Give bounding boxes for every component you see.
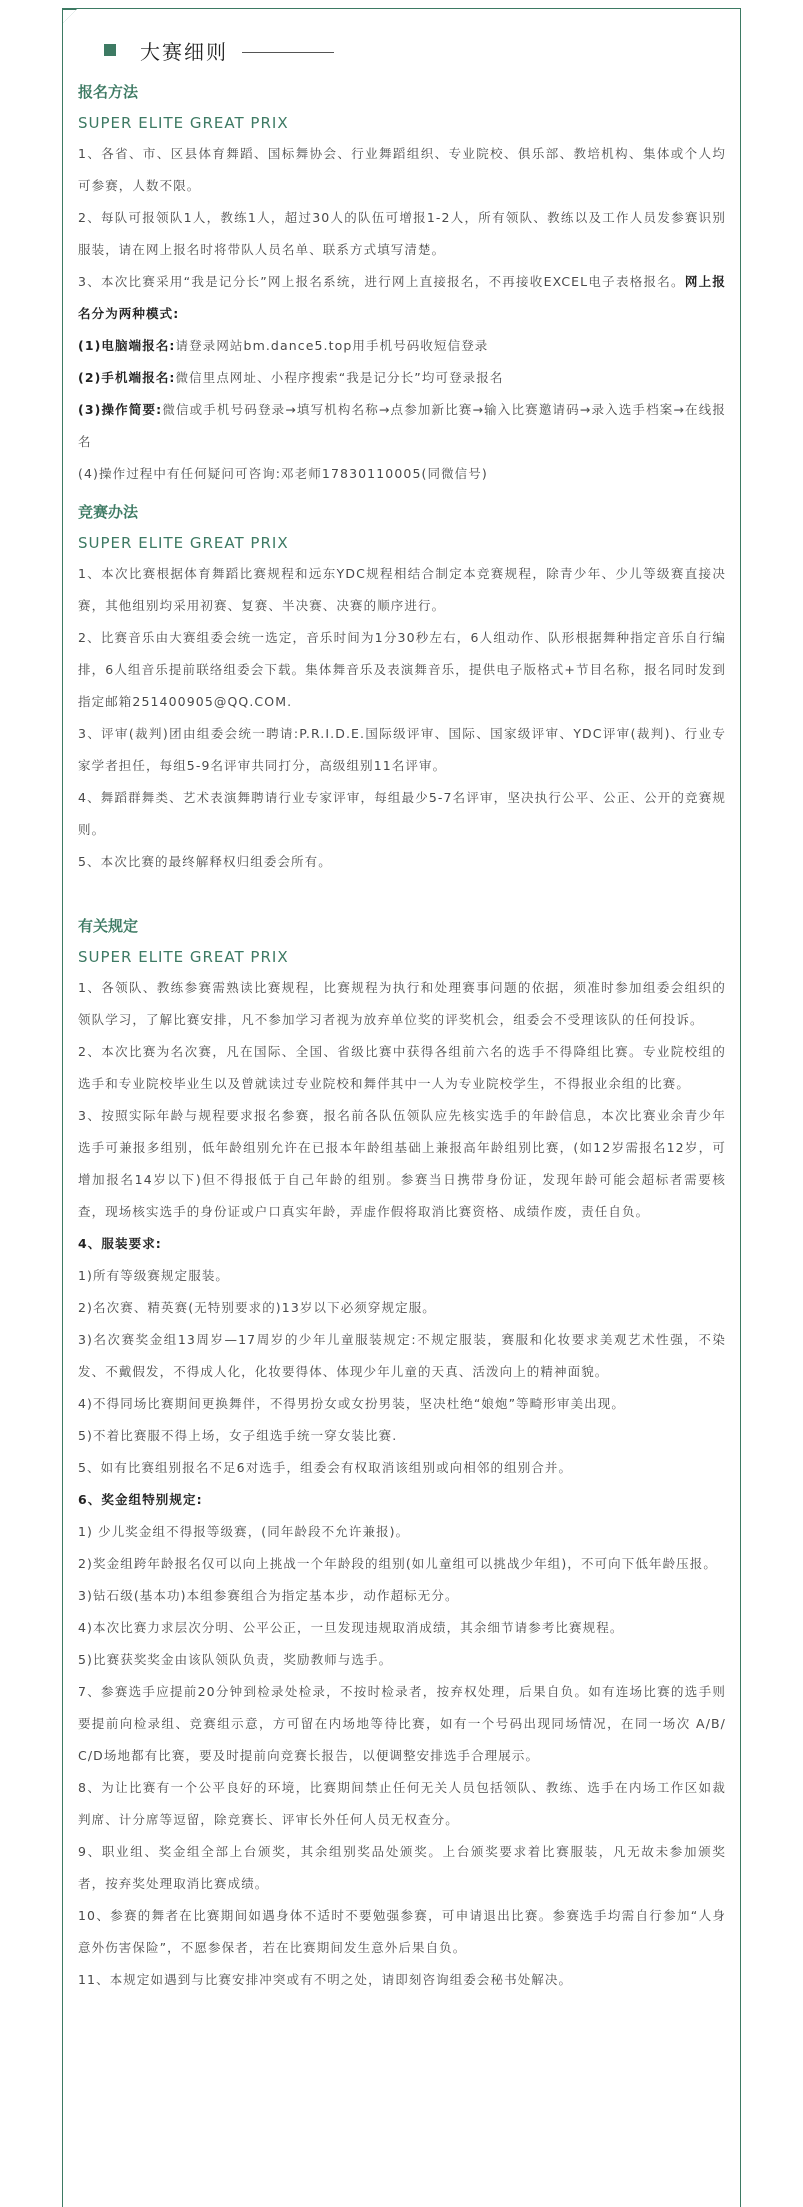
paragraph-text: 8、为让比赛有一个公平良好的环境，比赛期间禁止任何无关人员包括领队、教练、选手在内场工作区如裁判席、计分席等逗留，除竞赛长、评审长外任何人员无权查分。 (78, 1780, 726, 1827)
paragraph-text: 3)名次赛奖金组13周岁—17周岁的少年儿童服装规定:不规定服装，赛服和化妆要求美观艺术性强，不染发、不戴假发，不得成人化，化妆要得体、体现少年儿童的天真、活泼向上的精神面貌。 (78, 1332, 726, 1379)
paragraph-bold: 6、奖金组特别规定: (78, 1492, 203, 1507)
paragraph (78, 782, 726, 846)
paragraph-text: 5、如有比赛组别报名不足6对选手，组委会有权取消该组别或向相邻的组别合并。 (78, 1460, 573, 1475)
paragraph (78, 1260, 726, 1292)
paragraph (78, 1516, 726, 1548)
paragraph (78, 1100, 726, 1228)
paragraph-text: 2、本次比赛为名次赛，凡在国际、全国、省级比赛中获得各组前六名的选手不得降组比赛。专业院校组的选手和专业院校毕业生以及曾就读过专业院校和舞伴其中一人为专业院校学生，不得报业余组的比赛。 (78, 1044, 726, 1091)
paragraph-text: 2、每队可报领队1人，教练1人，超过30人的队伍可增报1-2人，所有领队、教练以及工作人员发参赛识别服装，请在网上报名时将带队人员名单、联系方式填写清楚。 (78, 210, 726, 257)
paragraph (78, 558, 726, 622)
paragraph-text: 2、比赛音乐由大赛组委会统一选定，音乐时间为1分30秒左右，6人组动作、队形根据舞种指定音乐自行编排，6人组音乐提前联络组委会下载。集体舞音乐及表演舞音乐，提供电子版格式+节目名称，报名同时发到指定邮箱251400905@QQ.COM. (78, 630, 726, 709)
section-subtitle: SUPER ELITE GREAT PRIX (78, 114, 289, 132)
section-spacer (78, 878, 726, 904)
paragraph-bold: (1)电脑端报名: (78, 338, 176, 353)
section (78, 496, 726, 878)
paragraph (78, 1644, 726, 1676)
paragraph (78, 330, 726, 362)
paragraph (78, 1228, 726, 1260)
sections (78, 76, 726, 1996)
paragraph-text: 1) 少儿奖金组不得报等级赛，(同年龄段不允许兼报)。 (78, 1524, 410, 1539)
paragraph (78, 1484, 726, 1516)
paragraph (78, 1388, 726, 1420)
section-title: 报名方法 (78, 83, 139, 101)
title-underline (242, 52, 334, 53)
paragraph-text: 7、参赛选手应提前20分钟到检录处检录，不按时检录者，按弃权处理，后果自负。如有连场比赛的选手则要提前向检录组、竞赛组示意，方可留在内场地等待比赛，如有一个号码出现同场情况，在同一场次 A/B/C/D场地都有比赛，要及时提前向竞赛长报告，以便调整安排选手合理展示。 (78, 1684, 726, 1763)
paragraph-bold: (3)操作简要: (78, 402, 163, 417)
section (78, 76, 726, 490)
paragraph (78, 622, 726, 718)
paragraph (78, 972, 726, 1036)
paragraph (78, 1036, 726, 1100)
section-title: 竞赛办法 (78, 503, 139, 521)
paragraph (78, 1292, 726, 1324)
paragraph (78, 1964, 726, 1996)
paragraph (78, 362, 726, 394)
page-header (104, 30, 726, 70)
paragraph-text: 4)本次比赛力求层次分明、公平公正，一旦发现违规取消成绩，其余细节请参考比赛规程。 (78, 1620, 624, 1635)
paragraph (78, 1548, 726, 1580)
paragraph (78, 1612, 726, 1644)
paragraph (78, 1580, 726, 1612)
page-title: 大赛细则 (140, 39, 228, 64)
paragraph-text: 1、各省、市、区县体育舞蹈、国标舞协会、行业舞蹈组织、专业院校、俱乐部、教培机构、集体或个人均可参赛，人数不限。 (78, 146, 726, 193)
paragraph (78, 1772, 726, 1836)
paragraph-text: 3)钻石级(基本功)本组参赛组合为指定基本步，动作超标无分。 (78, 1588, 459, 1603)
paragraph (78, 266, 726, 330)
rules-content (78, 30, 726, 1996)
paragraph-text: 11、本规定如遇到与比赛安排冲突或有不明之处，请即刻咨询组委会秘书处解决。 (78, 1972, 573, 1987)
paragraph (78, 1836, 726, 1900)
square-bullet-icon (104, 44, 116, 56)
paragraph-text: 3、评审(裁判)团由组委会统一聘请:P.R.I.D.E.国际级评审、国际、国家级评审、YDC评审(裁判)、行业专家学者担任，每组5-9名评审共同打分，高级组别11名评审。 (78, 726, 726, 773)
paragraph (78, 1452, 726, 1484)
paragraph (78, 394, 726, 458)
paragraph-text: 4)不得同场比赛期间更换舞伴，不得男扮女或女扮男装，坚决杜绝“娘炮”等畸形审美出现。 (78, 1396, 625, 1411)
paragraph-text: 2)奖金组跨年龄报名仅可以向上挑战一个年龄段的组别(如儿童组可以挑战少年组)，不可向下低年龄压报。 (78, 1556, 717, 1571)
section-title: 有关规定 (78, 917, 139, 935)
paragraph-bold: 网上报名分为两种模式: (78, 274, 726, 321)
section (78, 910, 726, 1996)
paragraph (78, 1420, 726, 1452)
paragraph-text: 2)名次赛、精英赛(无特别要求的)13岁以下必须穿规定服。 (78, 1300, 436, 1315)
paragraph (78, 138, 726, 202)
paragraph-text: 3、本次比赛采用“我是记分长”网上报名系统，进行网上直接报名，不再接收EXCEL电子表格报名。 (78, 274, 685, 289)
paragraph (78, 846, 726, 878)
paragraph-bold: 4、服装要求: (78, 1236, 162, 1251)
paragraph-text: (4)操作过程中有任何疑问可咨询:邓老师17830110005(同微信号) (78, 466, 488, 481)
paragraph-text: 4、舞蹈群舞类、艺术表演舞聘请行业专家评审，每组最少5-7名评审，坚决执行公平、公正、公开的竞赛规则。 (78, 790, 726, 837)
paragraph-text: 3、按照实际年龄与规程要求报名参赛，报名前各队伍领队应先核实选手的年龄信息，本次比赛业余青少年选手可兼报多组别，低年龄组别允许在已报本年龄组基础上兼报高年龄组别比赛，(如12岁需报名12岁，可增加报名14岁以下)但不得报低于自己年龄的组别。参赛当日携带身份证，发现年龄可能会超标者需要核查，现场核实选手的身份证或户口真实年龄，弄虚作假将取消比赛资格、成绩作废，责任自负。 (78, 1108, 726, 1219)
paragraph-text: 微信或手机号码登录→填写机构名称→点参加新比赛→输入比赛邀请码→录入选手档案→在线报名 (78, 402, 726, 449)
paragraph-text: 微信里点网址、小程序搜索“我是记分长”均可登录报名 (175, 370, 504, 385)
paragraph (78, 1324, 726, 1388)
paragraph-text: 5)不着比赛服不得上场，女子组选手统一穿女装比赛. (78, 1428, 398, 1443)
paragraph-text: 5)比赛获奖奖金由该队领队负责，奖励教师与选手。 (78, 1652, 393, 1667)
paragraph-text: 1、各领队、教练参赛需熟读比赛规程，比赛规程为执行和处理赛事问题的依据，须准时参加组委会组织的领队学习，了解比赛安排，凡不参加学习者视为放弃单位奖的评奖机会，组委会不受理该队的任何投诉。 (78, 980, 726, 1027)
paragraph (78, 718, 726, 782)
paragraph (78, 458, 726, 490)
paragraph-text: 9、职业组、奖金组全部上台颁奖，其余组别奖品处颁奖。上台颁奖要求着比赛服装，凡无故未参加颁奖者，按弃奖处理取消比赛成绩。 (78, 1844, 726, 1891)
paragraph (78, 1900, 726, 1964)
paragraph (78, 1676, 726, 1772)
paragraph-bold: (2)手机端报名: (78, 370, 176, 385)
paragraph-text: 5、本次比赛的最终解释权归组委会所有。 (78, 854, 332, 869)
paragraph (78, 202, 726, 266)
corner-decoration-inner (63, 10, 76, 23)
paragraph-text: 请登录网站bm.dance5.top用手机号码收短信登录 (175, 338, 489, 353)
section-subtitle: SUPER ELITE GREAT PRIX (78, 534, 289, 552)
section-subtitle: SUPER ELITE GREAT PRIX (78, 948, 289, 966)
paragraph-text: 1)所有等级赛规定服装。 (78, 1268, 230, 1283)
paragraph-text: 10、参赛的舞者在比赛期间如遇身体不适时不要勉强参赛，可申请退出比赛。参赛选手均需自行参加“人身意外伤害保险”，不愿参保者，若在比赛期间发生意外后果自负。 (78, 1908, 726, 1955)
paragraph-text: 1、本次比赛根据体育舞蹈比赛规程和远东YDC规程相结合制定本竞赛规程，除青少年、少儿等级赛直接决赛，其他组别均采用初赛、复赛、半决赛、决赛的顺序进行。 (78, 566, 726, 613)
